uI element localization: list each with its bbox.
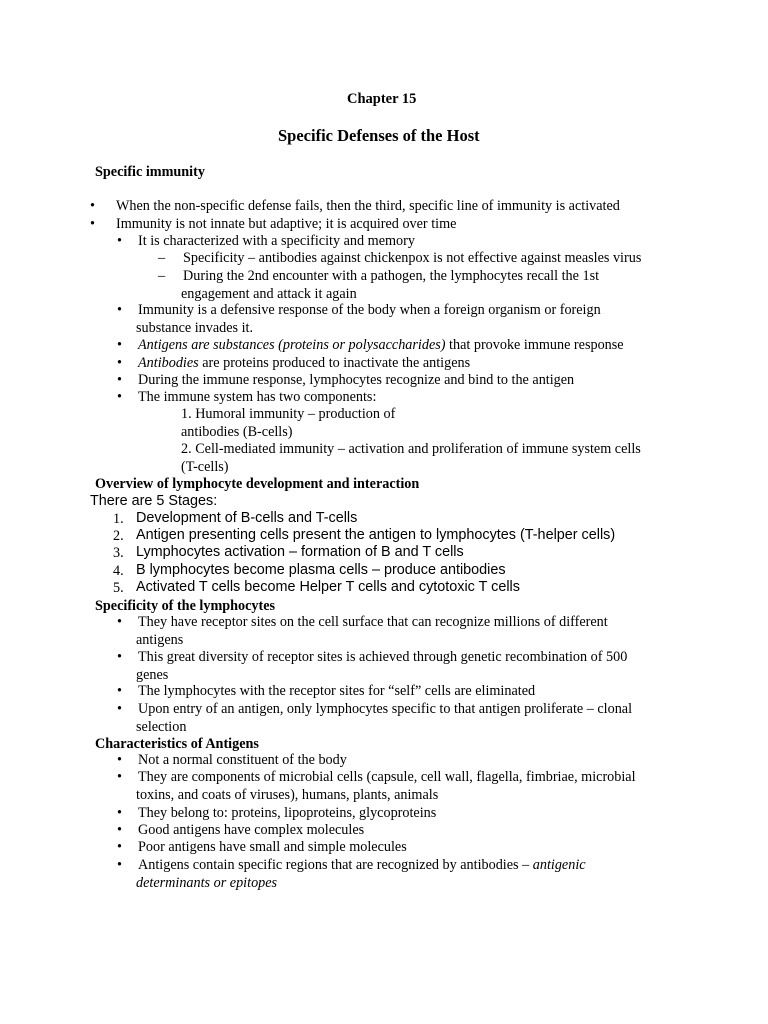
list-item-continuation: genes [136,667,169,683]
list-item: The immune system has two components: [138,389,377,405]
list-item: Immunity is not innate but adaptive; it is acquired over time [116,216,457,232]
list-item: Not a normal constituent of the body [138,752,347,768]
bullet-icon [117,822,122,839]
bullet-icon [117,752,122,769]
dash-icon: – [158,268,166,284]
section-heading-specific-immunity: Specific immunity [95,164,205,180]
bullet-icon [117,389,122,406]
list-item: When the non-specific defense fails, then the third, specific line of immunity is activated [116,198,620,214]
bullet-icon [117,683,122,700]
list-item-continuation: antigens [136,632,184,648]
list-item: They have receptor sites on the cell surface that can recognize millions of different [138,614,608,630]
italic-term: Antigens are substances (proteins or polysaccharides) [138,337,446,353]
list-item: It is characterized with a specificity and memory [138,233,415,249]
section-heading-characteristics: Characteristics of Antigens [95,736,259,752]
dash-icon: – [158,250,166,266]
list-item [138,337,624,354]
bullet-icon [117,805,122,822]
bullet-icon [117,839,122,856]
list-item: Poor antigens have small and simple molecules [138,839,407,855]
bullet-icon [117,701,122,718]
list-item: The lymphocytes with the receptor sites for “self” cells are eliminated [138,683,536,699]
stages-intro: There are 5 Stages: [90,493,218,509]
chapter-label: Chapter 15 [347,91,417,107]
stage-number: 2. [113,528,124,544]
list-item: They belong to: proteins, lipoproteins, glycoproteins [138,805,437,821]
item-text: are proteins produced to inactivate the antigens [198,355,471,371]
bullet-icon [117,614,122,631]
list-item: They are components of microbial cells (capsule, cell wall, flagella, fimbriae, microbial [138,769,636,785]
section-heading-specificity: Specificity of the lymphocytes [95,598,276,614]
stage-number: 5. [113,580,124,596]
list-item-continuation: selection [136,719,187,735]
italic-term: Antibodies [138,355,199,371]
stage-number: 3. [113,545,124,561]
stage-item: Activated T cells become Helper T cells and cytotoxic T cells [136,579,520,595]
stage-item: Lymphocytes activation – formation of B and T cells [136,544,464,560]
list-item-continuation: substance invades it. [136,320,254,336]
stage-number: 1. [113,511,124,527]
bullet-icon [117,233,122,250]
bullet-icon [117,337,122,354]
list-item [138,355,470,372]
list-item: This great diversity of receptor sites is achieved through genetic recombination of 500 [138,649,628,665]
bullet-icon [117,372,122,389]
list-item: Good antigens have complex molecules [138,822,365,838]
component-item: antibodies (B-cells) [181,424,293,440]
bullet-icon [117,769,122,786]
bullet-icon [117,649,122,666]
page-title: Specific Defenses of the Host [278,126,480,145]
stage-item: B lymphocytes become plasma cells – produce antibodies [136,562,506,578]
bullet-icon [117,302,122,319]
list-item [138,857,586,874]
stage-number: 4. [113,563,124,579]
list-item: Upon entry of an antigen, only lymphocytes specific to that antigen proliferate – clonal [138,701,633,717]
item-text: that provoke immune response [445,337,624,353]
section-heading-overview: Overview of lymphocyte development and interaction [95,476,420,492]
list-item-continuation: toxins, and coats of viruses), humans, plants, animals [136,787,439,803]
list-item: Specificity – antibodies against chickenpox is not effective against measles virus [183,250,642,266]
bullet-icon [117,857,122,874]
list-item: Immunity is a defensive response of the body when a foreign organism or foreign [138,302,601,318]
component-item: (T-cells) [181,459,229,475]
component-item: 1. Humoral immunity – production of [181,406,396,422]
italic-term: antigenic [532,857,586,873]
list-item: During the immune response, lymphocytes recognize and bind to the antigen [138,372,575,388]
item-text: Antigens contain specific regions that are recognized by antibodies – [138,857,533,873]
stage-item: Antigen presenting cells present the antigen to lymphocytes (T-helper cells) [136,527,616,543]
list-item-continuation: determinants or epitopes [136,875,278,891]
list-item-continuation: engagement and attack it again [181,286,357,302]
list-item: During the 2nd encounter with a pathogen, the lymphocytes recall the 1st [183,268,600,284]
bullet-icon [90,198,95,215]
bullet-icon [117,355,122,372]
bullet-icon [90,216,95,233]
component-item: 2. Cell-mediated immunity – activation and proliferation of immune system cells [181,441,641,457]
stage-item: Development of B-cells and T-cells [136,510,358,526]
